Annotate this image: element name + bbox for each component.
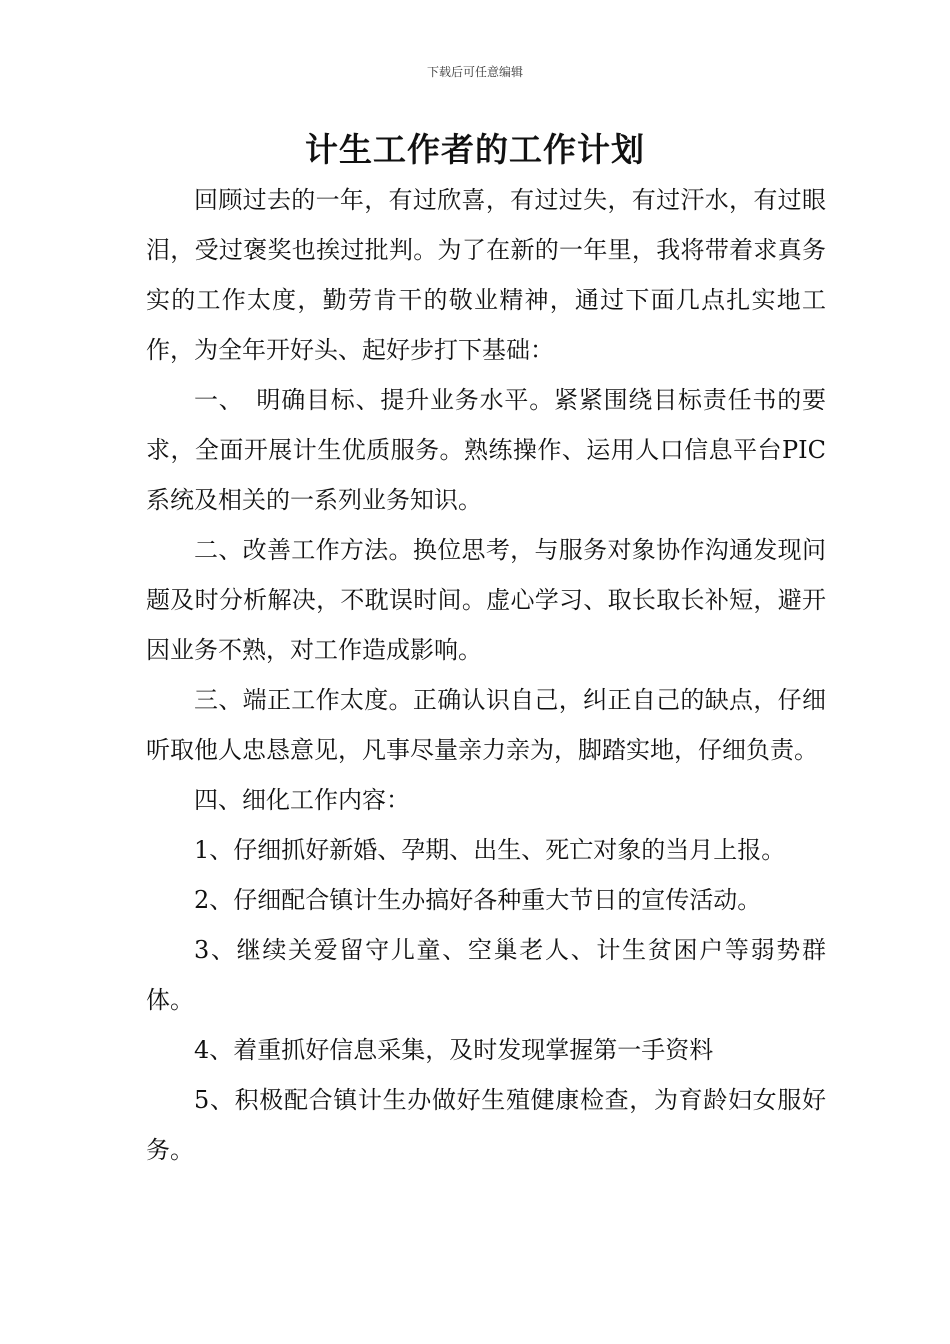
list-item-5: 5、积极配合镇计生办做好生殖健康检查，为育龄妇女服好务。	[146, 1086, 826, 1164]
list-item-4: 4、着重抓好信息采集，及时发现掌握第一手资料	[194, 1036, 714, 1064]
paragraph-point-2: 二、改善工作方法。换位思考，与服务对象协作沟通发现问题及时分析解决，不耽误时间。虚心学习、取长取长补短，避开因业务不熟，对工作造成影响。	[146, 536, 826, 664]
paragraph-point-4-heading: 四、细化工作内容：	[194, 786, 410, 814]
document-body	[146, 175, 826, 1175]
list-item-2: 2、仔细配合镇计生办搞好各种重大节日的宣传活动。	[194, 886, 762, 914]
document-title: 计生工作者的工作计划	[305, 130, 645, 169]
paragraph-point-1: 一、 明确目标、提升业务水平。紧紧围绕目标责任书的要求，全面开展计生优质服务。熟练操作、运用人口信息平台PIC系统及相关的一系列业务知识。	[146, 386, 826, 514]
paragraph-point-3: 三、端正工作太度。正确认识自己，纠正自己的缺点，仔细听取他人忠恳意见，凡事尽量亲力亲为，脚踏实地，仔细负责。	[146, 686, 826, 764]
header-note: 下载后可任意编辑	[426, 65, 523, 79]
list-item-3: 3、继续关爱留守儿童、空巢老人、计生贫困户等弱势群体。	[146, 936, 826, 1014]
list-item-1: 1、仔细抓好新婚、孕期、出生、死亡对象的当月上报。	[194, 836, 786, 864]
paragraph-intro: 回顾过去的一年，有过欣喜，有过过失，有过汗水，有过眼泪，受过褒奖也挨过批判。为了在新的一年里，我将带着求真务实的工作太度，勤劳肯干的敬业精神，通过下面几点扎实地工作，为全年开好头、起好步打下基础：	[146, 186, 826, 364]
